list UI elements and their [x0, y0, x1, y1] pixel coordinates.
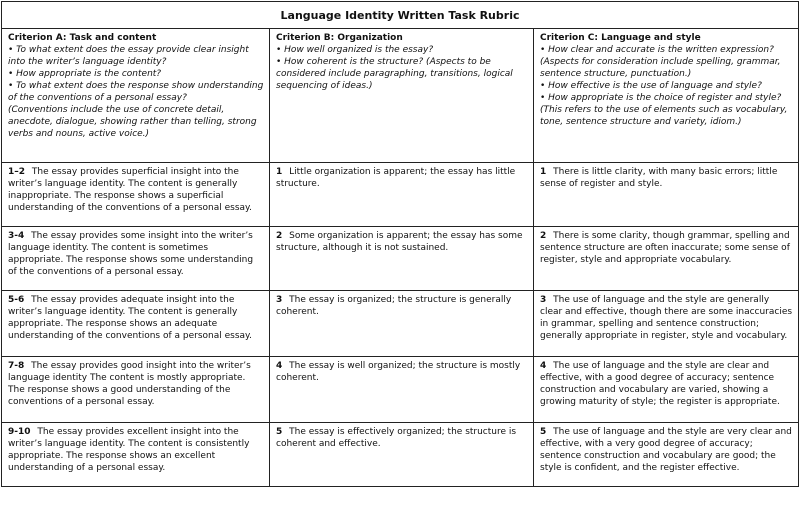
criterion-a-descriptor — [2, 291, 270, 357]
criterion-b-descriptor — [270, 163, 534, 227]
criterion-a-question: • How appropriate is the content? — [8, 69, 162, 79]
descriptor-text: The essay provides some insight into the writer’s language identity. The content is sometimes appropriate. The response shows some understanding of the conventions of a personal essay. — [8, 231, 254, 277]
descriptor-text: The essay is well organized; the structure is mostly coherent. — [276, 361, 521, 383]
band-row — [2, 423, 799, 487]
descriptor-text: Some organization is apparent; the essay has some structure, although it is not sustained. — [276, 231, 523, 253]
criterion-c-name: Criterion C: Language and style — [540, 33, 701, 43]
criterion-c-question: • How effective is the use of language and style? — [540, 81, 762, 91]
criterion-c-header — [534, 29, 799, 163]
criterion-a-question: • To what extent does the essay provide clear insight into the writer’s language identity? — [8, 45, 249, 67]
criterion-b-name: Criterion B: Organization — [276, 33, 403, 43]
criterion-b-question: • How well organized is the essay? — [276, 45, 434, 55]
band-row — [2, 291, 799, 357]
title-row — [2, 2, 799, 29]
criterion-b-header — [270, 29, 534, 163]
band-row — [2, 163, 799, 227]
rubric-title: Language Identity Written Task Rubric — [2, 2, 799, 29]
band-level: 4 — [540, 361, 547, 371]
criterion-a-header — [2, 29, 270, 163]
descriptor-text: The essay provides excellent insight into the writer’s language identity. The content is consistently appropriate. The response shows an excellent understanding of a personal essay. — [8, 427, 250, 473]
criterion-a-note: (Conventions include the use of concrete detail, anecdote, dialogue, showing rather than telling, strong verbs and nouns, active voice.) — [8, 105, 257, 139]
criterion-a-descriptor — [2, 357, 270, 423]
band-level: 5-6 — [8, 295, 25, 305]
descriptor-text: The use of language and the style are generally clear and effective, though there are some inaccuracies in grammar, spelling and sentence construction; generally appropriate in register, style and vocabulary. — [540, 295, 793, 341]
descriptor-text: The essay is organized; the structure is generally coherent. — [276, 295, 512, 317]
criterion-c-question: • How appropriate is the choice of register and style? (This refers to the use of elements such as vocabulary, tone, sentence structure and variety, idiom.) — [540, 93, 788, 127]
criterion-c-descriptor — [534, 291, 799, 357]
band-level: 1 — [276, 167, 283, 177]
criterion-c-descriptor — [534, 357, 799, 423]
band-level: 9-10 — [8, 427, 31, 437]
band-level: 3-4 — [8, 231, 25, 241]
descriptor-text: The essay provides good insight into the writer’s language identity The content is mostly appropriate. The response shows a good understanding of the conventions of a personal essay. — [8, 361, 251, 407]
criterion-b-descriptor — [270, 291, 534, 357]
descriptor-text: The essay provides adequate insight into the writer’s language identity. The content is generally appropriate. The response shows an adequate understanding of the conventions of a personal essay. — [8, 295, 252, 341]
band-level: 1–2 — [8, 167, 26, 177]
criteria-header-row — [2, 29, 799, 163]
criterion-a-question: • To what extent does the response show understanding of the conventions of a personal essay? — [8, 81, 264, 103]
criterion-a-descriptor — [2, 163, 270, 227]
band-row — [2, 227, 799, 291]
criterion-c-descriptor — [534, 423, 799, 487]
criterion-a-descriptor — [2, 423, 270, 487]
band-level: 1 — [540, 167, 547, 177]
criterion-c-descriptor — [534, 227, 799, 291]
rubric-table — [1, 1, 799, 487]
band-level: 4 — [276, 361, 283, 371]
descriptor-text: The use of language and the style are clear and effective, with a good degree of accuracy; sentence construction and vocabulary are varied, showing a growing maturity of style; the register is appropriate. — [540, 361, 780, 407]
criterion-c-question: • How clear and accurate is the written expression? (Aspects for consideration include spelling, grammar, sentence structure, punctuation.) — [540, 45, 781, 79]
criterion-b-descriptor — [270, 357, 534, 423]
band-level: 2 — [540, 231, 547, 241]
criterion-b-descriptor — [270, 227, 534, 291]
descriptor-text: Little organization is apparent; the essay has little structure. — [276, 167, 516, 189]
criterion-b-descriptor — [270, 423, 534, 487]
band-level: 3 — [276, 295, 283, 305]
descriptor-text: The use of language and the style are very clear and effective, with a very good degree of accuracy; sentence construction and vocabulary are good; the style is confident, and the register effective. — [540, 427, 792, 473]
criterion-b-question: • How coherent is the structure? (Aspects to be considered include paragraphing, transitions, logical sequencing of ideas.) — [276, 57, 513, 91]
band-level: 5 — [540, 427, 547, 437]
descriptor-text: There is little clarity, with many basic errors; little sense of register and style. — [540, 167, 778, 189]
band-level: 2 — [276, 231, 283, 241]
descriptor-text: The essay is effectively organized; the structure is coherent and effective. — [276, 427, 517, 449]
band-level: 5 — [276, 427, 283, 437]
band-row — [2, 357, 799, 423]
criterion-a-descriptor — [2, 227, 270, 291]
descriptor-text: The essay provides superficial insight into the writer’s language identity. The content is generally inappropriate. The response shows a superficial understanding of the conventions of a personal essay. — [8, 167, 252, 213]
criterion-c-descriptor — [534, 163, 799, 227]
descriptor-text: There is some clarity, though grammar, spelling and sentence structure are often inaccurate; some sense of register, style and appropriate vocabulary. — [540, 231, 790, 265]
band-level: 3 — [540, 295, 547, 305]
criterion-a-name: Criterion A: Task and content — [8, 33, 157, 43]
band-level: 7-8 — [8, 361, 25, 371]
